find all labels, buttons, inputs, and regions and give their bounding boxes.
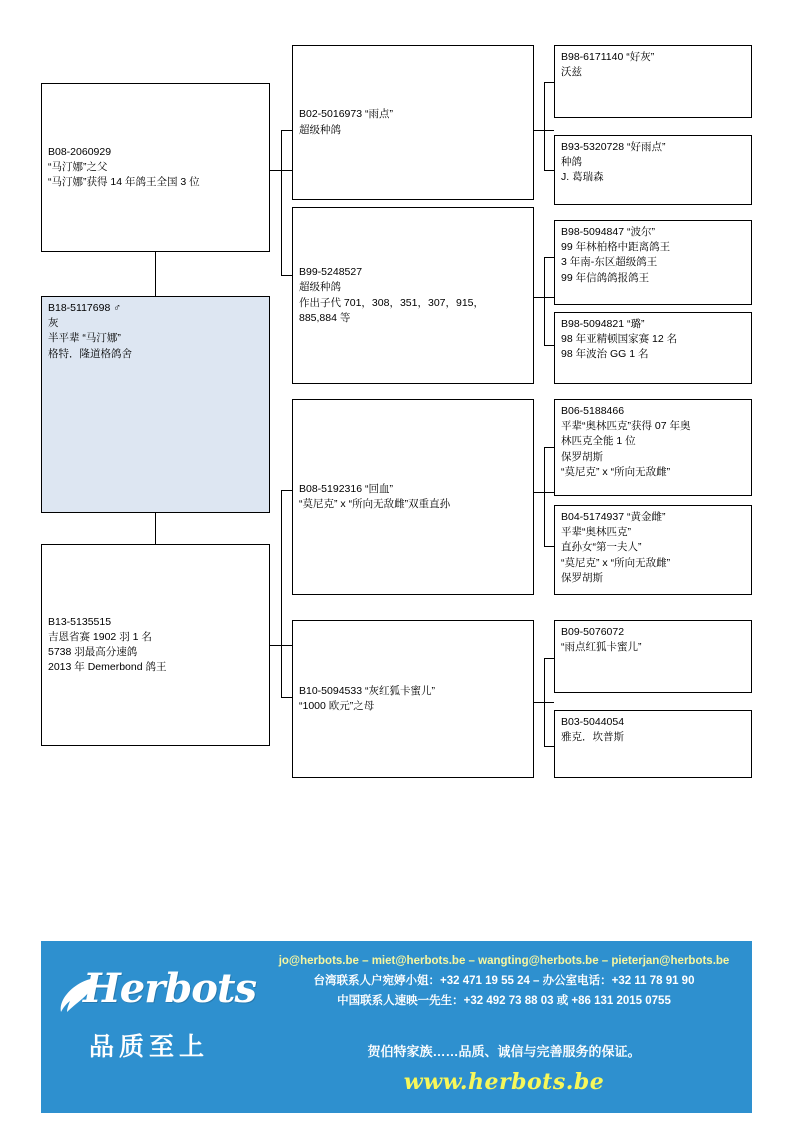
pedigree-box-gen3-5[interactable] — [554, 399, 752, 496]
gen3-5-line-4: 保罗胡斯 — [561, 450, 603, 463]
connector-g2c-top — [544, 447, 554, 448]
gen3-4-line-3: 98 年波治 GG 1 名 — [561, 348, 649, 361]
gen3-4-line-2: 98 年亚精顿国家赛 12 名 — [561, 333, 678, 346]
connector-dam-gp2 — [281, 697, 292, 698]
gen3-7-line-2: “雨点红狐卡蜜儿” — [561, 641, 642, 654]
gen3-1-line-1: B98-6171140 “好灰” — [561, 51, 655, 63]
gen3-8-line-2: 雅克．坎普斯 — [561, 731, 624, 744]
connector-sire-branch-vertical — [281, 130, 282, 275]
gen3-6-line-3: 直孙女“第一夫人” — [561, 541, 642, 554]
banner-slogan: 贺伯特家族……品质、诚信与完善服务的保证。 — [367, 1044, 641, 1059]
gen3-6-line-2: 平辈“奥林匹克” — [561, 526, 631, 539]
gen2-2-line-2: 超级种鸽 — [299, 281, 341, 294]
dam-line-2: 吉恩省赛 1902 羽 1 名 — [48, 630, 152, 643]
subject-line-3: 半平辈 “马汀娜” — [48, 332, 121, 345]
contact-china: 中国联系人速映一先生：+32 492 73 88 03 或 +86 131 2015 0755 — [337, 995, 671, 1008]
gen3-1-line-2: 沃兹 — [561, 66, 582, 79]
sire-line-2: “马汀娜”之父 — [48, 160, 108, 173]
contact-emails[interactable]: jo@herbots.be – miet@herbots.be – wangting@herbots.be – pieterjan@herbots.be — [278, 955, 730, 967]
gen3-4-line-1: B98-5094821 “璐” — [561, 318, 645, 330]
pedigree-box-dam[interactable] — [41, 544, 270, 746]
gen3-7-line-1: B09-5076072 — [561, 626, 625, 638]
connector-dam-gp1 — [281, 490, 292, 491]
connector-sire-gp2 — [281, 275, 292, 276]
pedigree-box-sire[interactable] — [41, 83, 270, 252]
brand-tagline: 品质至上 — [89, 1032, 210, 1061]
sire-line-3: “马汀娜”获得 14 年鸽王全国 3 位 — [48, 176, 200, 189]
connector-sire-gp1 — [281, 130, 292, 131]
connector-g2b-bottom — [544, 345, 554, 346]
connector-g2a-bottom — [544, 170, 554, 171]
gen3-3-line-4: 99 年信鸽鸽报鸽王 — [561, 271, 650, 284]
pedigree-box-gen3-3[interactable] — [554, 220, 752, 305]
dam-line-1: B13-5135515 — [48, 615, 112, 628]
connector-g2a-vertical — [544, 82, 545, 170]
pedigree-box-gen2-1[interactable] — [292, 45, 534, 200]
subject-line-2: 灰 — [48, 317, 59, 330]
gen3-2-line-2: 种鸽 — [561, 156, 582, 169]
pedigree-box-gen3-6[interactable] — [554, 505, 752, 595]
gen3-2-line-1: B93-5320728 “好雨点” — [561, 141, 666, 153]
pedigree-box-gen3-2[interactable] — [554, 135, 752, 205]
gen3-5-line-3: 林匹克全能 1 位 — [561, 435, 636, 448]
dam-line-4: 2013 年 Demerbond 鸽王 — [48, 661, 167, 674]
subject-line-4: 格特．隆道格鸽舍 — [48, 347, 132, 360]
gen2-2-line-1: B99-5248527 — [299, 266, 363, 279]
gen3-3-line-1: B98-5094847 “波尔” — [561, 226, 655, 238]
gen3-5-line-5: “莫尼克” x “所向无敌雌” — [561, 465, 671, 478]
website-link[interactable]: www.herbots.be — [403, 1069, 605, 1095]
gen2-2-line-3: 作出子代 701，308，351，307，915， — [299, 296, 485, 309]
connector-subject-dam-vertical — [155, 513, 156, 544]
pedigree-box-subject[interactable] — [41, 296, 270, 513]
connector-g2a-top — [544, 82, 554, 83]
subject-line-1: B18-5117698 ♂ — [48, 302, 122, 314]
gen3-6-line-5: 保罗胡斯 — [561, 571, 603, 584]
gen2-1-line-1: B02-5016973 “雨点” — [299, 108, 393, 121]
pedigree-box-gen2-2[interactable] — [292, 207, 534, 384]
contact-block — [259, 951, 749, 1011]
connector-g2c-bottom — [544, 546, 554, 547]
gen2-4-line-2: “1000 欧元”之母 — [299, 700, 375, 712]
footer-banner — [41, 941, 752, 1113]
gen3-5-line-1: B06-5188466 — [561, 405, 625, 417]
gen3-5-line-2: 平辈“奥林匹克”获得 07 年奥 — [561, 420, 691, 433]
pedigree-box-gen3-4[interactable] — [554, 312, 752, 384]
connector-g2d-bottom — [544, 746, 554, 747]
connector-g2c-vertical — [544, 447, 545, 546]
gen2-3-line-2: “莫尼克” x “所向无敌雌”双重直孙 — [299, 498, 451, 510]
gen3-6-line-4: “莫尼克” x “所向无敌雌” — [561, 556, 671, 569]
connector-g2b-top — [544, 257, 554, 258]
gen2-1-line-2: 超级种鸽 — [299, 123, 341, 136]
connector-dam-branch-vertical — [281, 490, 282, 697]
gen2-2-line-4: 885,884 等 — [299, 311, 351, 324]
gen3-2-line-3: J. 葛瑞森 — [561, 171, 604, 184]
pedigree-box-gen2-3[interactable] — [292, 399, 534, 595]
pedigree-box-gen3-8[interactable] — [554, 710, 752, 778]
gen3-3-line-3: 3 年南-东区超级鸽王 — [561, 256, 658, 269]
dam-line-3: 5738 羽最高分速鸽 — [48, 646, 138, 658]
gen2-4-line-1: B10-5094533 “灰红狐卡蜜儿” — [299, 684, 435, 697]
pedigree-box-gen2-4[interactable] — [292, 620, 534, 778]
brand-name: Herbots — [83, 965, 256, 1012]
sire-line-1: B08-2060929 — [48, 145, 112, 158]
contact-taiwan: 台湾联系人户宛婷小姐：+32 471 19 55 24 – 办公室电话：+32 11 78 91 90 — [313, 975, 695, 988]
connector-g2b-vertical — [544, 257, 545, 345]
gen3-6-line-1: B04-5174937 “黄金雌” — [561, 511, 666, 523]
connector-g2d-vertical — [544, 658, 545, 746]
gen2-3-line-1: B08-5192316 “回血” — [299, 482, 393, 495]
brand-logo — [55, 955, 270, 1095]
gen3-3-line-2: 99 年林柏格中距离鸽王 — [561, 241, 671, 254]
connector-subject-parents-vertical — [155, 252, 156, 296]
pedigree-box-gen3-1[interactable] — [554, 45, 752, 118]
pedigree-box-gen3-7[interactable] — [554, 620, 752, 693]
connector-g2d-top — [544, 658, 554, 659]
gen3-8-line-1: B03-5044054 — [561, 716, 625, 728]
